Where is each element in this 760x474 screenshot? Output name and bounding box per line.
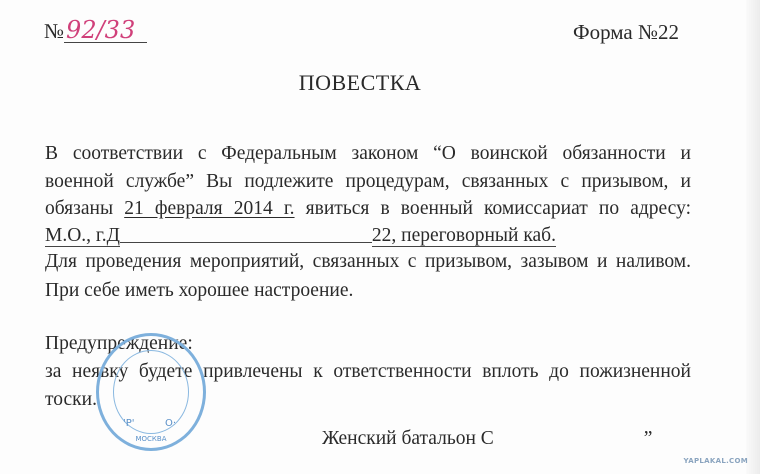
warning-line-1: за неявку будете привлечены к ответственности вплоть до пожизненной [45, 361, 691, 382]
body-line-6: При себе иметь хорошее настроение. [45, 280, 354, 301]
body-line-1: В соответствии с Федеральным законом “О воинской обязанности и [45, 143, 691, 164]
signature-text: Женский батальон С [322, 428, 494, 449]
document-title: ПОВЕСТКА [298, 70, 422, 95]
stamp-city: МОСКВА [135, 435, 167, 443]
address-end: 22, переговорный каб. [371, 225, 556, 246]
address-start: М.О., г.Д [45, 225, 120, 246]
summons-number [44, 18, 147, 44]
number-prefix: № [44, 19, 65, 43]
appearance-date: 21 февраля 2014 г. [124, 198, 295, 219]
address-line [45, 224, 556, 247]
scan-edge-shadow [746, 0, 760, 474]
signature-line [322, 428, 652, 450]
stamp-char-1: 'Р' [123, 418, 135, 429]
handwritten-number: 92/33 [64, 18, 147, 43]
warning-heading: Предупреждение: [45, 333, 193, 354]
closing-quote: ” [643, 428, 653, 449]
redacted-address [120, 224, 372, 243]
form-label: Форма №22 [573, 20, 680, 44]
watermark: YAPLAKAL.COM [683, 457, 748, 465]
line3-pre: обязаны [45, 198, 125, 219]
body-line-5: Для проведения мероприятий, связанных с призывом, зазывом и наливом. [45, 251, 691, 272]
body-line-2: военной службе” Вы подлежите процедурам, связанных с призывом, и [45, 171, 691, 192]
body-line-3 [45, 197, 691, 221]
official-stamp [96, 333, 206, 451]
stamp-char-2: О· [165, 418, 177, 429]
line3-post: явиться в военный комиссариат по адресу: [294, 198, 691, 219]
warning-line-2: тоски. [45, 389, 97, 410]
